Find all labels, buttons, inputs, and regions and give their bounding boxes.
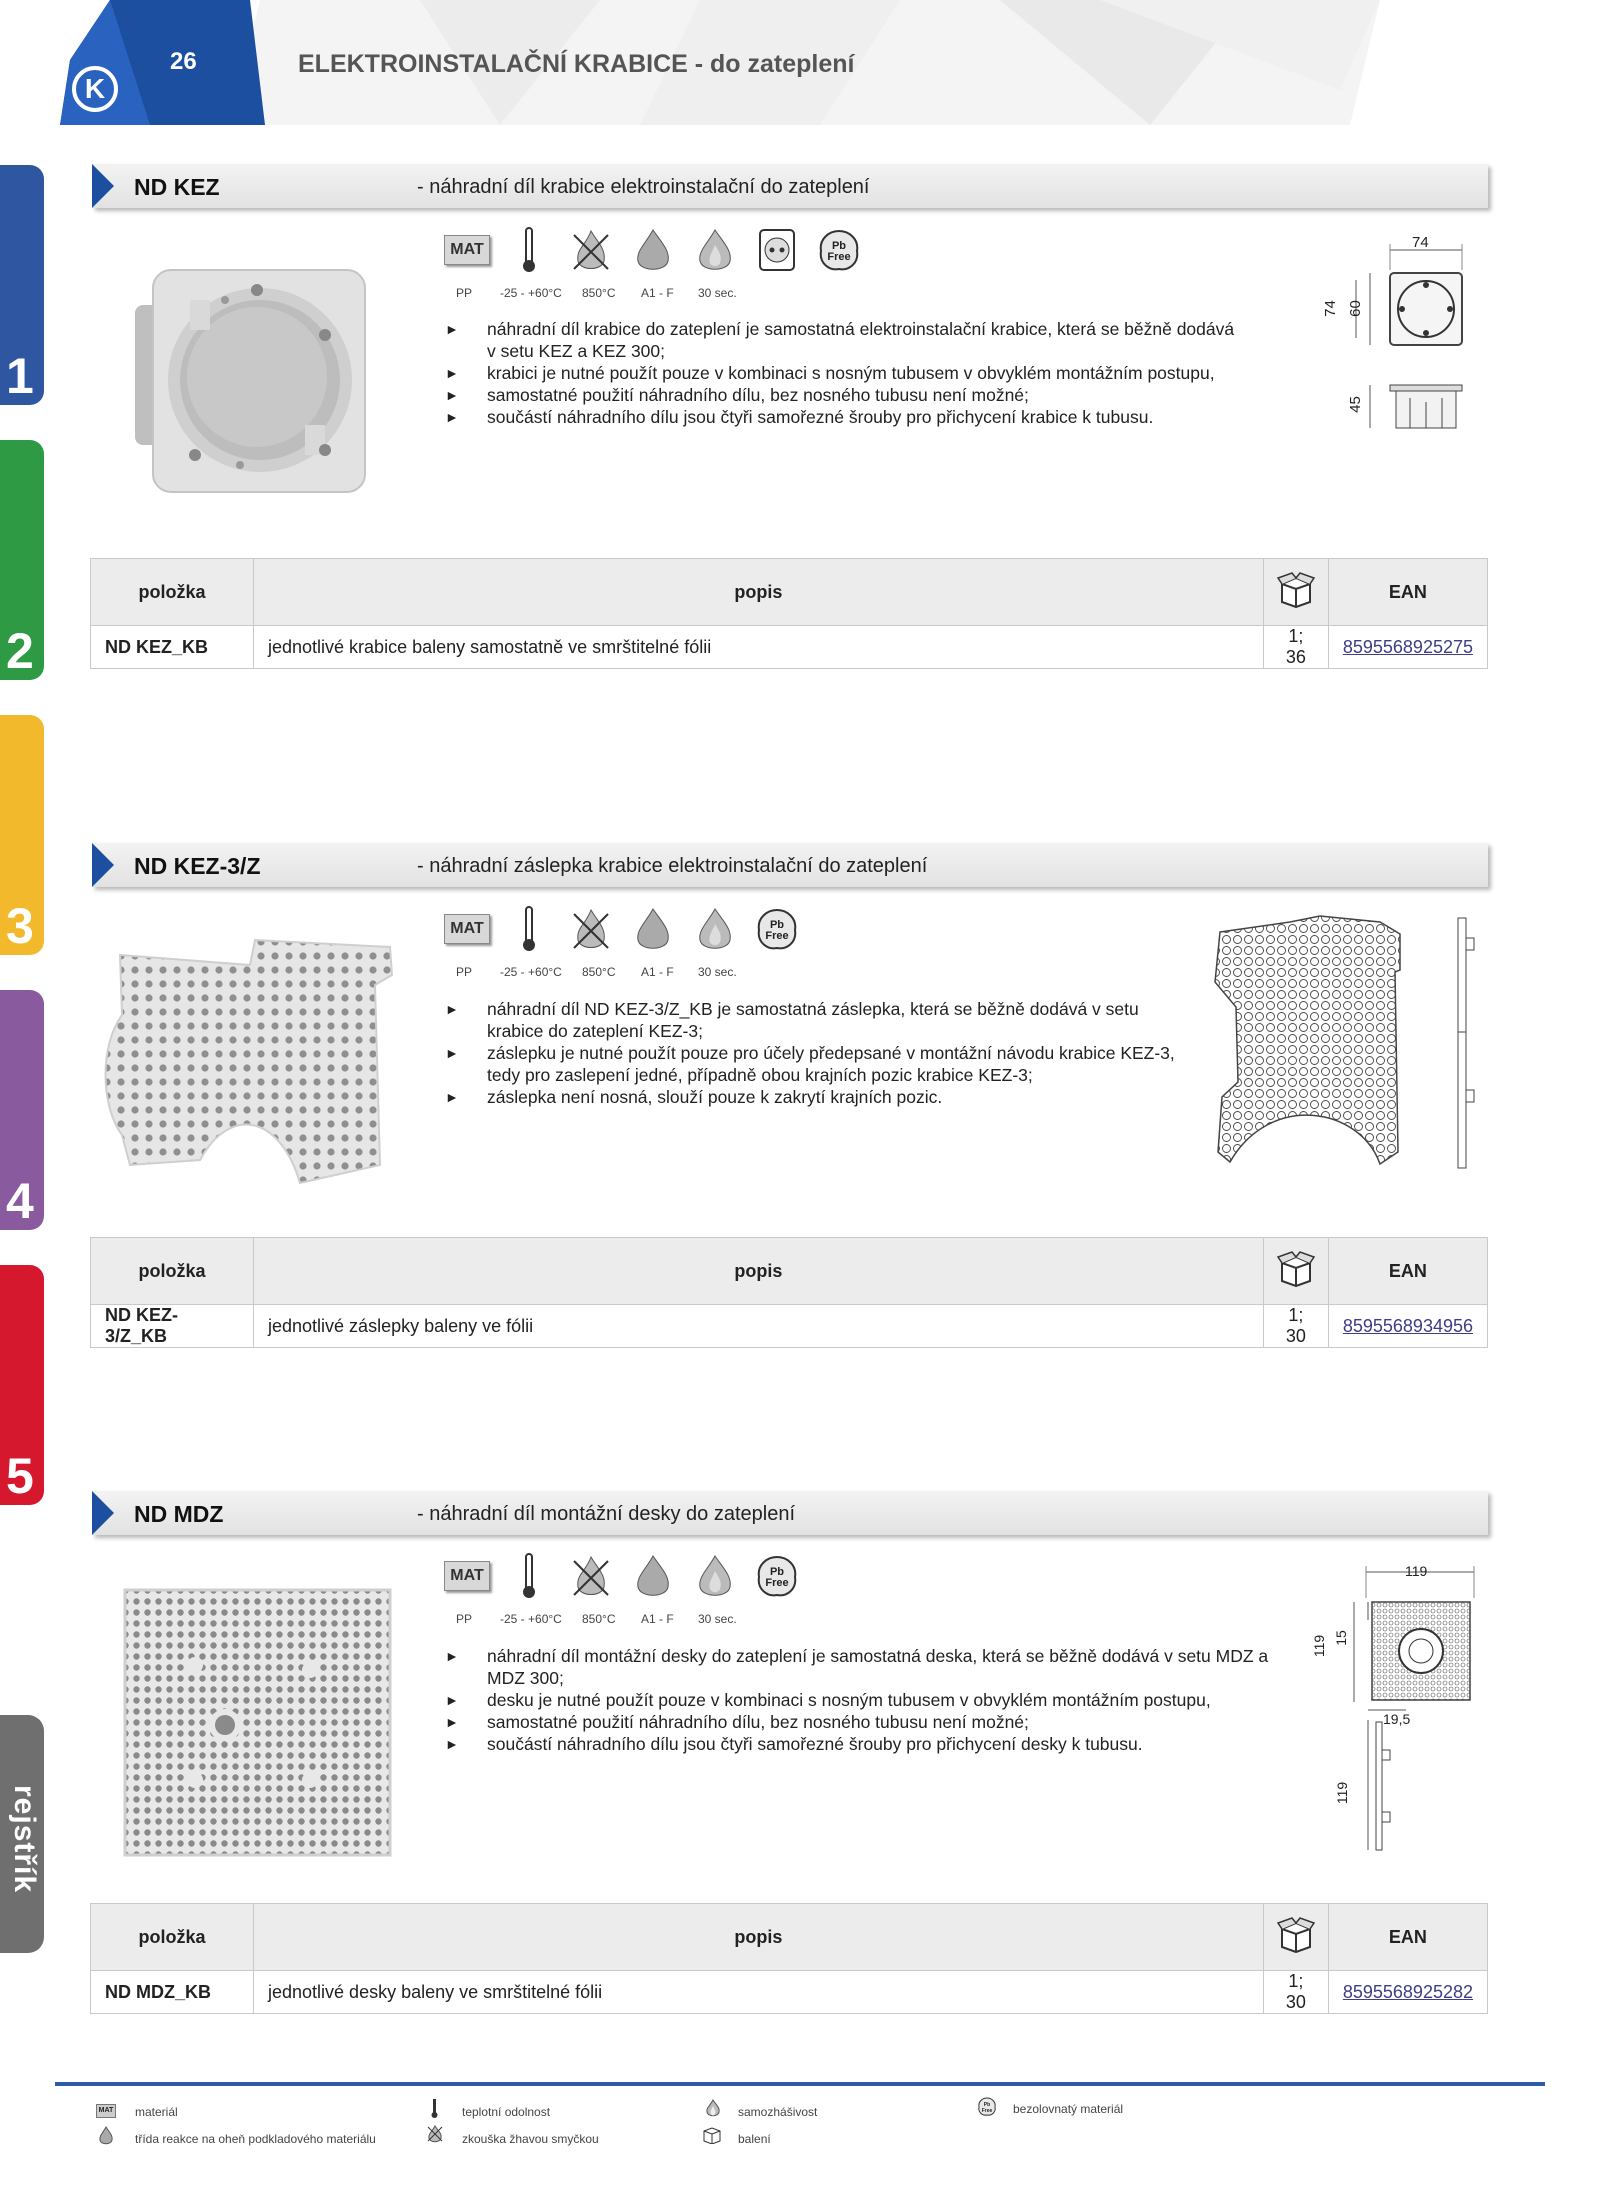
package-icon xyxy=(1263,1238,1328,1305)
material-icon: MAT xyxy=(96,2104,116,2118)
section-title-bar xyxy=(92,164,1488,208)
technical-drawing-kez xyxy=(1320,230,1490,440)
socket-icon xyxy=(750,225,804,275)
property-icons xyxy=(440,225,866,275)
dim-height-outer: 74 xyxy=(1321,300,1339,317)
dim-offset: 15 xyxy=(1332,1630,1349,1646)
list-item: ► záslepka není nosná, slouží pouze k zakrytí krajních pozic. xyxy=(445,1086,1175,1108)
column-header-ean: EAN xyxy=(1328,1238,1487,1305)
pb-free-icon xyxy=(976,2096,998,2118)
dim-depth: 19,5 xyxy=(1383,1711,1411,1727)
legend-temperature: teplotní odolnost xyxy=(462,2105,551,2119)
glow-wire-icon xyxy=(425,2124,445,2144)
property-icons xyxy=(440,904,804,954)
bar-arrow-icon xyxy=(92,164,114,208)
product-photo-plate xyxy=(120,1585,395,1860)
self-extinguish-icon xyxy=(703,2098,723,2118)
svg-text:Pb: Pb xyxy=(831,240,847,252)
product-table xyxy=(90,1903,1488,2014)
technical-drawing-mdz xyxy=(1310,1560,1490,1860)
legend-material: materiál xyxy=(135,2105,178,2119)
thermometer-icon xyxy=(502,225,556,275)
section-title-bar xyxy=(92,843,1488,887)
table-header-row xyxy=(91,1904,1488,1971)
fire-reaction-icon xyxy=(626,904,680,954)
column-header-description: popis xyxy=(254,1904,1264,1971)
chapter-tab-3[interactable]: 3 xyxy=(0,715,44,955)
self-extinguish-icon xyxy=(688,1551,742,1601)
thermometer-icon xyxy=(502,904,556,954)
legend-glow-wire: zkouška žhavou smyčkou xyxy=(462,2132,599,2146)
fire-reaction-icon xyxy=(626,1551,680,1601)
pb-free-icon xyxy=(812,225,866,275)
index-tab[interactable]: rejstřík xyxy=(0,1715,44,1953)
bar-arrow-icon xyxy=(92,1491,114,1535)
glow-wire-icon xyxy=(564,225,618,275)
product-subtitle: - náhradní díl montážní desky do zateplení xyxy=(417,1503,796,1525)
list-item: ► samostatné použití náhradního dílu, bez nosného tubusu není možné; xyxy=(445,1711,1285,1733)
package-icon xyxy=(701,2124,723,2144)
glow-wire-icon xyxy=(564,904,618,954)
table-header-row xyxy=(91,1238,1488,1305)
list-item: ► součástí náhradního dílu jsou čtyři samořezné šrouby pro přichycení krabice k tubusu. xyxy=(445,406,1245,428)
technical-drawing-kez-3z xyxy=(1210,912,1510,1172)
material-icon: MAT xyxy=(444,1561,490,1591)
list-item: ► náhradní díl ND KEZ-3/Z_KB je samostatná záslepka, která se běžně dodává v setu krabice do zateplení KEZ-3; xyxy=(445,998,1175,1042)
list-item: ► desku je nutné použít pouze v kombinaci s nosným tubusem v obvyklém montážním postupu, xyxy=(445,1689,1285,1711)
svg-text:Free: Free xyxy=(827,251,851,263)
product-name: ND MDZ xyxy=(134,1501,224,1527)
feature-list xyxy=(445,1645,1285,1755)
dim-width: 119 xyxy=(1405,1563,1428,1579)
legend-reaction: třída reakce na oheň podkladového materiálu xyxy=(135,2132,376,2146)
product-name: ND KEZ-3/Z xyxy=(134,853,261,879)
dim-width: 74 xyxy=(1412,234,1429,251)
column-header-ean: EAN xyxy=(1328,1904,1487,1971)
column-header-description: popis xyxy=(254,1238,1264,1305)
self-extinguish-icon xyxy=(688,904,742,954)
ean-link[interactable]: 8595568925282 xyxy=(1342,1981,1473,2002)
pb-free-icon xyxy=(750,1551,804,1601)
column-header-item: položka xyxy=(91,559,254,626)
feature-list xyxy=(445,998,1175,1108)
legend-pb-free: bezolovnatý materiál xyxy=(1013,2102,1124,2116)
product-table xyxy=(90,1237,1488,1348)
table-row: ND KEZ_KB jednotlivé krabice baleny samostatně ve smrštitelné fólii 1; 36 8595568925275 xyxy=(91,626,1488,669)
page-number: 26 xyxy=(170,48,197,75)
dim-height: 119 xyxy=(1311,1634,1328,1658)
dim-height-inner: 60 xyxy=(1346,300,1364,317)
glow-wire-icon xyxy=(564,1551,618,1601)
table-header-row xyxy=(91,559,1488,626)
thermometer-icon xyxy=(430,2098,440,2120)
brand-logo: K xyxy=(72,66,118,112)
list-item: ► krabici je nutné použít pouze v kombinaci s nosným tubusem v obvyklém montážním postupu, xyxy=(445,362,1245,384)
chapter-tab-4[interactable]: 4 xyxy=(0,990,44,1230)
column-header-item: položka xyxy=(91,1904,254,1971)
dim-side-height: 119 xyxy=(1334,1781,1351,1805)
fire-reaction-icon xyxy=(626,225,680,275)
list-item: ► náhradní díl krabice do zateplení je samostatná elektroinstalační krabice, která se běžně dodává v setu KEZ a KEZ 300; xyxy=(445,318,1245,362)
feature-list xyxy=(445,318,1245,428)
svg-text:Free: Free xyxy=(981,2108,993,2114)
table-row: ND MDZ_KB jednotlivé desky baleny ve smrštitelné fólii 1; 30 8595568925282 xyxy=(91,1971,1488,2014)
chapter-tab-5[interactable]: 5 xyxy=(0,1265,44,1505)
list-item: ► samostatné použití náhradního dílu, bez nosného tubusu není možné; xyxy=(445,384,1245,406)
legend-self-extinguish: samozhášivost xyxy=(738,2105,818,2119)
chapter-tab-1[interactable]: 1 xyxy=(0,165,44,405)
fire-reaction-icon xyxy=(98,2126,114,2146)
product-table xyxy=(90,558,1488,669)
column-header-description: popis xyxy=(254,559,1264,626)
svg-text:Pb: Pb xyxy=(769,919,785,931)
bar-arrow-icon xyxy=(92,843,114,887)
chapter-tab-2[interactable]: 2 xyxy=(0,440,44,680)
list-item: ► náhradní díl montážní desky do zateplení je samostatná deska, která se běžně dodává v setu MDZ a MDZ 300; xyxy=(445,1645,1285,1689)
product-name: ND KEZ xyxy=(134,174,220,200)
product-subtitle: - náhradní záslepka krabice elektroinstalační do zateplení xyxy=(417,855,928,877)
table-row: ND KEZ-3/Z_KB jednotlivé záslepky baleny ve fólii 1; 30 8595568934956 xyxy=(91,1305,1488,1348)
pb-free-icon xyxy=(750,904,804,954)
thermometer-icon xyxy=(502,1551,556,1601)
column-header-item: položka xyxy=(91,1238,254,1305)
ean-link[interactable]: 8595568934956 xyxy=(1342,1315,1473,1336)
footer-divider xyxy=(55,2082,1545,2086)
dim-depth: 45 xyxy=(1346,396,1364,413)
section-title-bar xyxy=(92,1491,1488,1535)
self-extinguish-icon xyxy=(688,225,742,275)
product-photo-cover xyxy=(100,935,400,1190)
svg-text:Free: Free xyxy=(765,930,789,942)
list-item: ► součástí náhradního dílu jsou čtyři samořezné šrouby pro přichycení desky k tubusu. xyxy=(445,1733,1285,1755)
product-subtitle: - náhradní díl krabice elektroinstalační do zateplení xyxy=(417,176,870,198)
svg-text:Free: Free xyxy=(765,1577,789,1589)
column-header-ean: EAN xyxy=(1328,559,1487,626)
product-photo-box xyxy=(135,265,375,505)
material-icon: MAT xyxy=(444,235,490,265)
package-icon xyxy=(1263,559,1328,626)
svg-text:Pb: Pb xyxy=(769,1566,785,1578)
svg-text:Pb: Pb xyxy=(983,2102,991,2108)
page-title: ELEKTROINSTALAČNÍ KRABICE - do zateplení xyxy=(298,50,855,78)
material-icon: MAT xyxy=(444,914,490,944)
legend-packaging: balení xyxy=(738,2132,771,2146)
list-item: ► záslepku je nutné použít pouze pro účely předepsané v montážní návodu krabice KEZ-3, tedy pro zaslepení jedné, případně obou krajních pozic krabice KEZ-3; xyxy=(445,1042,1175,1086)
ean-link[interactable]: 8595568925275 xyxy=(1342,636,1473,657)
package-icon xyxy=(1263,1904,1328,1971)
property-icons xyxy=(440,1551,804,1601)
